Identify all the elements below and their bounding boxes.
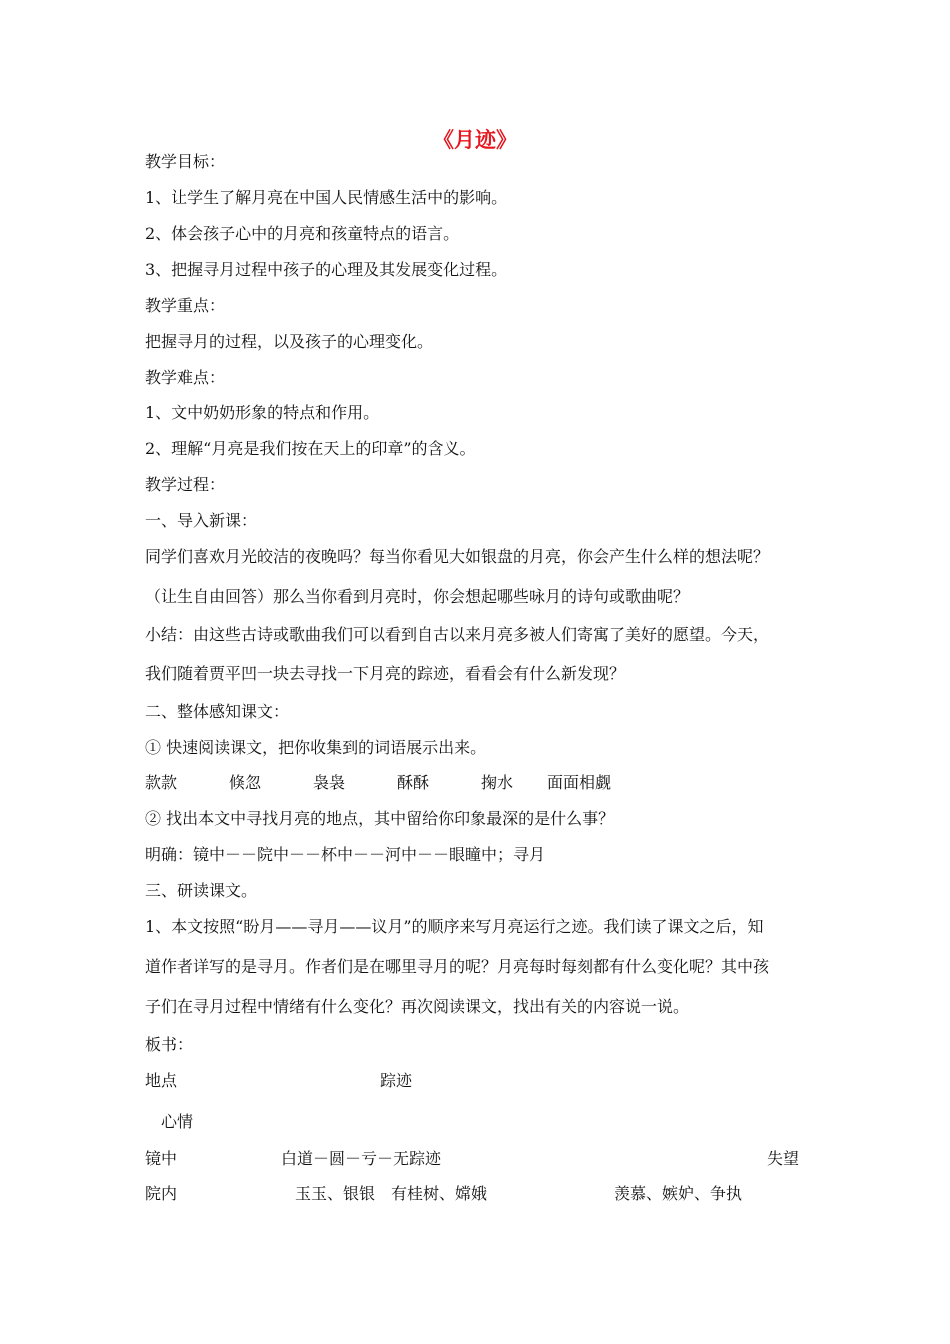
vocabulary-word: 款款 <box>145 773 178 792</box>
board-header-place: 地点 <box>145 1071 178 1090</box>
vocabulary-word: 掬水 <box>481 773 514 792</box>
section-heading-key-points: 教学重点： <box>145 296 226 315</box>
document-title: 《月迹》 <box>433 128 517 152</box>
board-row-mood: 失望 <box>767 1149 800 1168</box>
objective-item: 3、把握寻月过程中孩子的心理及其发展变化过程。 <box>145 260 508 279</box>
board-header-mood: 心情 <box>161 1112 194 1131</box>
paragraph-line: 同学们喜欢月光皎洁的夜晚吗？每当你看见大如银盘的月亮，你会产生什么样的想法呢？ <box>145 547 770 566</box>
vocabulary-word: 倏忽 <box>229 773 262 792</box>
paragraph-line: ① 快速阅读课文，把你收集到的词语展示出来。 <box>145 738 487 757</box>
paragraph-line: 小结：由这些古诗或歌曲我们可以看到自古以来月亮多被人们寄寓了美好的愿望。今天， <box>145 625 770 644</box>
section-heading-difficulties: 教学难点： <box>145 368 226 387</box>
subsection-heading: 二、整体感知课文： <box>145 702 290 721</box>
key-point-text: 把握寻月的过程，以及孩子的心理变化。 <box>145 332 434 351</box>
paragraph-line: ② 找出本文中寻找月亮的地点，其中留给你印象最深的是什么事？ <box>145 809 615 828</box>
board-row-trace: 白道－圆－亏－无踪迹 <box>281 1149 442 1168</box>
difficulty-item: 2、理解“月亮是我们按在天上的印章”的含义。 <box>145 439 476 458</box>
board-row-place: 镜中 <box>145 1149 178 1168</box>
vocabulary-word: 酥酥 <box>397 773 430 792</box>
paragraph-line: （让生自由回答）那么当你看到月亮时，你会想起哪些咏月的诗句或歌曲呢？ <box>145 587 690 606</box>
paragraph-line: 明确：镜中－－院中－－杯中－－河中－－眼瞳中；寻月 <box>145 845 546 864</box>
board-row-place: 院内 <box>145 1184 178 1203</box>
section-heading-objectives: 教学目标： <box>145 152 226 171</box>
vocabulary-word: 面面相觑 <box>547 773 612 792</box>
difficulty-item: 1、文中奶奶形象的特点和作用。 <box>145 403 380 422</box>
objective-item: 2、体会孩子心中的月亮和孩童特点的语言。 <box>145 224 460 243</box>
paragraph-line: 子们在寻月过程中情绪有什么变化？再次阅读课文，找出有关的内容说一说。 <box>145 997 690 1016</box>
objective-item: 1、让学生了解月亮在中国人民情感生活中的影响。 <box>145 188 508 207</box>
board-row-mood: 羡慕、嫉妒、争执 <box>614 1184 743 1203</box>
section-heading-process: 教学过程： <box>145 475 226 494</box>
board-heading: 板书： <box>145 1035 194 1054</box>
paragraph-line: 我们随着贾平凹一块去寻找一下月亮的踪迹，看看会有什么新发现？ <box>145 664 626 683</box>
subsection-heading: 一、导入新课： <box>145 511 258 530</box>
paragraph-line: 道作者详写的是寻月。作者们是在哪里寻月的呢？月亮每时每刻都有什么变化呢？其中孩 <box>145 957 770 976</box>
vocabulary-word: 袅袅 <box>313 773 346 792</box>
board-header-trace: 踪迹 <box>380 1071 413 1090</box>
board-row-trace: 玉玉、银银 有桂树、嫦娥 <box>295 1184 488 1203</box>
paragraph-line: 1、本文按照“盼月——寻月——议月”的顺序来写月亮运行之迹。我们读了课文之后，知 <box>145 917 764 936</box>
subsection-heading: 三、研读课文。 <box>145 881 258 900</box>
